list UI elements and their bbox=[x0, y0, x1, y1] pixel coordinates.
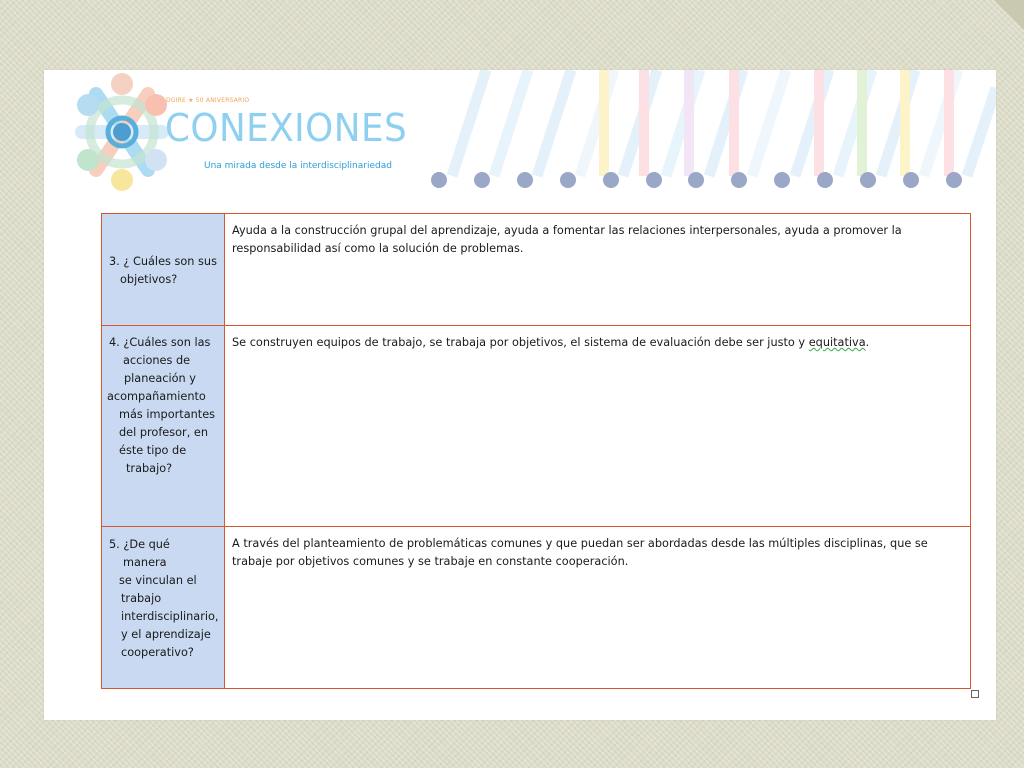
question-line: cooperativo? bbox=[121, 646, 194, 659]
question-line: trabajo? bbox=[126, 462, 173, 475]
question-line: se vinculan el bbox=[119, 574, 197, 587]
table-row bbox=[102, 527, 971, 689]
answer-cell bbox=[225, 527, 971, 689]
questionnaire-table bbox=[101, 213, 971, 689]
logo-title: CONEXIONES bbox=[165, 106, 408, 150]
answer-text bbox=[232, 334, 962, 352]
question-line: manera bbox=[123, 556, 167, 569]
header-banner bbox=[44, 70, 996, 202]
question-cell bbox=[102, 326, 225, 527]
spelling-flagged-word: equitativa bbox=[808, 336, 866, 349]
slide-corner-decoration bbox=[994, 0, 1024, 30]
table-row bbox=[102, 214, 971, 326]
question-line: éste tipo de bbox=[119, 444, 187, 457]
document-page bbox=[44, 70, 996, 720]
question-line: planeación y bbox=[124, 372, 196, 385]
question-line: 3. ¿ Cuáles son sus bbox=[109, 254, 217, 268]
decorative-stripes bbox=[424, 70, 996, 202]
question-cell bbox=[102, 527, 225, 689]
answer-text-main: Se construyen equipos de trabajo, se trabaja por objetivos, el sistema de evaluación debe ser justo y bbox=[232, 336, 809, 349]
question-line: más importantes bbox=[119, 408, 216, 421]
answer-text: A través del planteamiento de problemáticas comunes y que puedan ser abordadas desde las múltiples disciplinas, que se trabaje por objetivos comunes y se trabaje en constante cooperación. bbox=[232, 537, 928, 568]
answer-cell bbox=[225, 214, 971, 326]
logo-subtitle: Una mirada desde la interdisciplinariedad bbox=[204, 161, 392, 171]
answer-cell bbox=[225, 326, 971, 527]
question-line: y el aprendizaje bbox=[121, 628, 211, 641]
table-row bbox=[102, 326, 971, 527]
question-line: objetivos? bbox=[120, 272, 178, 286]
answer-text-end: . bbox=[865, 336, 870, 349]
question-line: acompañamiento bbox=[107, 390, 206, 403]
conexiones-logo-icon bbox=[74, 72, 170, 192]
question-line: acciones de bbox=[123, 354, 191, 367]
question-line: interdisciplinario, bbox=[121, 610, 219, 623]
question-cell bbox=[102, 214, 225, 326]
question-line: 4. ¿Cuáles son las bbox=[109, 336, 211, 349]
question-line: del profesor, en bbox=[119, 426, 208, 439]
logo-anniversary-text: DGIRE ★ 50 ANIVERSARIO bbox=[166, 97, 250, 104]
table-resize-handle[interactable] bbox=[971, 690, 979, 698]
question-line: trabajo bbox=[121, 592, 162, 605]
question-line: 5. ¿De qué bbox=[109, 538, 170, 551]
answer-text: Ayuda a la construcción grupal del aprendizaje, ayuda a fomentar las relaciones interpersonales, ayuda a promover la responsabilidad así como la solución de problemas. bbox=[232, 224, 902, 255]
